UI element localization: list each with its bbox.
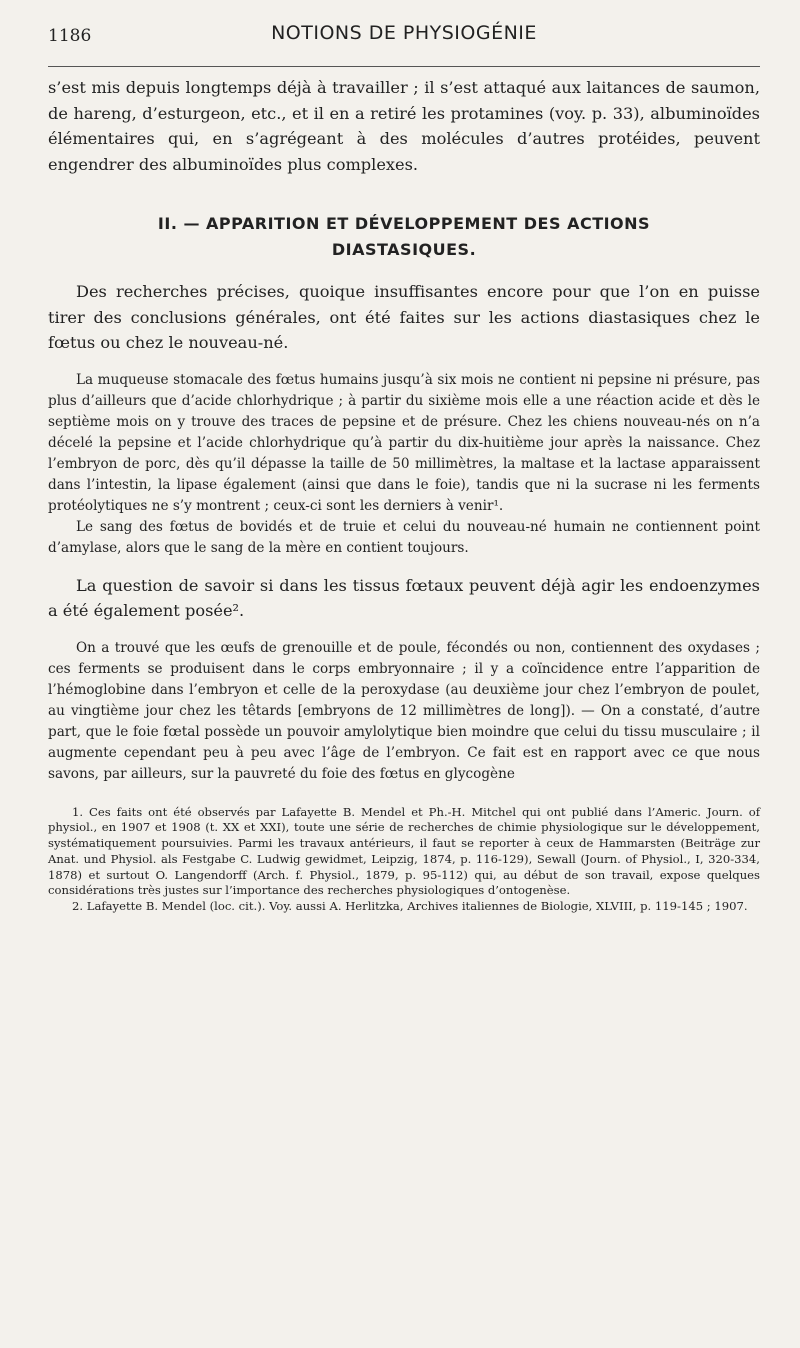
page-number: 1186 [48,26,92,46]
paragraph-continuation: s’est mis depuis longtemps déjà à travailler ; il s’est attaqué aux laitances de saumon, de hareng, d’esturgeon, etc., et il en a retiré les protamines (voy. p. 33), albuminoïdes élémentaires qui, en s’agrégeant à des molécules d’autres protéides, peuvent engendrer des albuminoïdes plus complexes. [48,78,760,174]
book-page [48,22,760,915]
paragraph-intro: Des recherches précises, quoique insuffisantes encore pour que l’on en puisse tirer des conclusions générales, ont été faites sur les actions diastasiques chez le fœtus ou chez le nouveau-né. [48,282,760,352]
section-heading-line2: DIASTASIQUES. [331,240,477,259]
paragraph-blood: Le sang des fœtus de bovidés et de truie et celui du nouveau-né humain ne contiennent point d’amylase, alors que le sang de la mère en contient toujours. [48,518,760,556]
footnotes [48,805,760,916]
footnote-2: 2. Lafayette B. Mendel (loc. cit.). Voy. aussi A. Herlitzka, Archives italiennes de Biologie, XLVIII, p. 119-145 ; 1907. [72,899,748,914]
paragraph-oxydases: On a trouvé que les œufs de grenouille et de poule, fécondés ou non, contiennent des oxydases ; ces ferments se produisent dans le corps embryonnaire ; il y a coïncidence entre l’apparition de l’hémoglobine dans l’embryon et celle de la peroxydase (au deuxième jour chez l’embryon de poulet, au vingtième jour chez les têtards [embryons de 12 millimètres de long]). — On a constaté, d’autre part, que le foie fœtal possède un pouvoir amylolytique bien moindre que celui du tissu musculaire ; il augmente cependant peu à peu avec l’âge de l’embryon. Ce fait est en rapport avec ce que nous savons, par ailleurs, sur la pauvreté du foie des fœtus en glycogène [48,639,760,782]
paragraph-stomach: La muqueuse stomacale des fœtus humains jusqu’à six mois ne contient ni pepsine ni présure, pas plus d’ailleurs que d’acide chlorhydrique ; à partir du sixième mois elle a une réaction acide et dès le septième mois on y trouve des traces de pepsine et de présure. Chez les chiens nouveau-nés on n’a décelé la pepsine et l’acide chlorhydrique qu’à partir du dix-huitième jour après la naissance. Chez l’embryon de porc, dès qu’il dépasse la taille de 50 millimètres, la maltase et la lactase apparaissent dans l’intestin, la lipase également (ainsi que dans le foie), tandis que ni la sucrase ni les ferments protéolytiques ne s’y montrent ; ceux-ci sont les derniers à venir¹. [48,371,760,514]
footnote-1: 1. Ces faits ont été observés par Lafayette B. Mendel et Ph.-H. Mitchel qui ont publié dans l’Americ. Journ. of physiol., en 1907 et 1908 (t. XX et XXI), toute une série de recherches de chimie physiologique sur le développement, systématiquement poursuivies. Parmi les travaux antérieurs, il faut se reporter à ceux de Hammarsten (Beiträge zur Anat. und Physiol. als Festgabe C. Ludwig gewidmet, Leipzig, 1874, p. 116-129), Sewall (Journ. of Physiol., I, 320-334, 1878) et surtout O. Langendorff (Arch. f. Physiol., 1879, p. 95-112) qui, au début de son travail, expose quelques considérations très justes sur l’importance des recherches physiologiques d’ontogenèse. [48,804,760,898]
page-header [48,22,760,62]
section-heading [48,211,760,263]
header-rule [48,66,760,67]
running-title: NOTIONS DE PHYSIOGÉNIE [271,22,537,44]
section-heading-line1: II. — APPARITION ET DÉVELOPPEMENT DES ACTIONS [157,214,651,233]
paragraph-endoenzymes: La question de savoir si dans les tissus fœtaux peuvent déjà agir les endoenzymes a été également posée². [48,575,760,620]
